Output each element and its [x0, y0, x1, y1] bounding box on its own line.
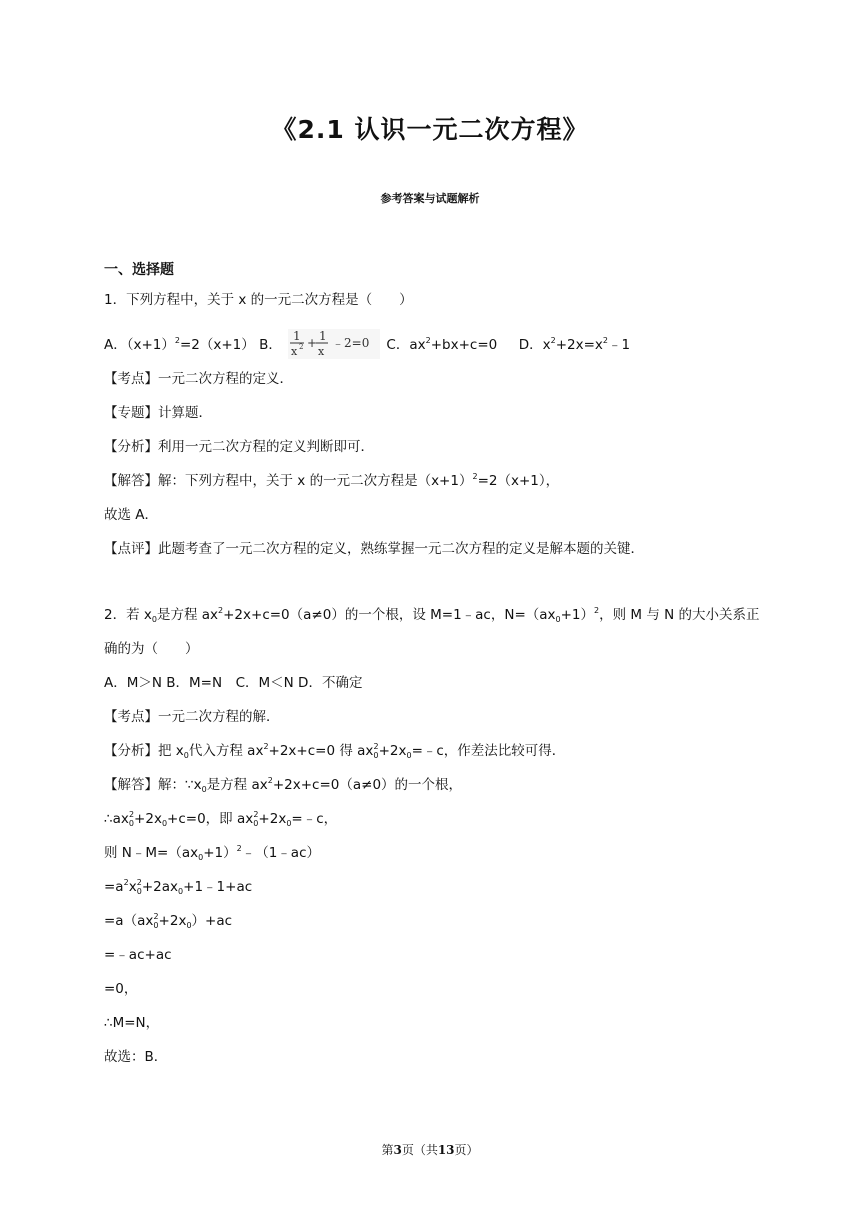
q1-dianping: 【点评】此题考查了一元二次方程的定义，熟练掌握一元二次方程的定义是解本题的关键．	[104, 541, 644, 557]
q2-step2: 则 $N﹣M=(ax_0+1)^2﹣(1﹣ac)$	[104, 844, 321, 862]
q1-kaodian: 【考点】一元二次方程的定义．	[104, 371, 293, 387]
q1-stem: 1．下列方程中，关于 x 的一元二次方程是（ ）	[104, 292, 413, 308]
q1-fenxi: 【分析】利用一元二次方程的定义判断即可．	[104, 439, 374, 455]
q2-stem-line2: 确的为（ ）	[104, 641, 199, 657]
page-title: 《2.1 认识一元二次方程》	[271, 115, 589, 144]
q2-kaodian: 【考点】一元二次方程的解．	[104, 709, 280, 725]
q1-jieda: 【解答】解：下列方程中，关于 x 的一元二次方程是$(x+1)^2=2(x+1)$，	[104, 472, 560, 489]
q2-fenxi: 【分析】把 $x_0$代入方程 $ax^2+2x+c=0$ 得 $ax_0^2+2x_0=﹣c$，作差法比较可得．	[104, 742, 566, 760]
frac1-denominator: x	[291, 345, 298, 358]
page-subtitle: 参考答案与试题解析	[380, 192, 480, 205]
q2-step3: $=a^2x_0^2+2ax_0+1﹣1+ac$	[104, 878, 253, 896]
q2-stem: 2．若 $x_0$是方程 $ax^2+2x+c=0(a\ne 0)$的一个根，设 M=1﹣ac，$N=(ax_0+1)^2$，则 M 与 N 的大小关系正	[104, 606, 760, 624]
frac2-denominator: x	[318, 345, 325, 358]
equation-tail: ﹣2=0	[332, 336, 370, 350]
total-page-count: 13	[437, 1143, 455, 1157]
frac1-exponent: 2	[299, 343, 304, 351]
current-page-number: 3	[393, 1143, 402, 1157]
q2-step5: =﹣ac+ac	[104, 947, 172, 963]
frac1-numerator: 1	[293, 329, 301, 343]
q2-step4: $=a(ax_0^2+2x_0)+ac$	[104, 912, 233, 930]
q2-jieda: 【解答】解：$\because x_0$是方程 $ax^2+2x+c=0(a\ne 0)$的一个根，	[104, 776, 463, 794]
section-heading: 一、选择题	[104, 262, 174, 278]
q2-answer: 故选：B．	[104, 1049, 168, 1065]
q2-options: A．M＞N B．M=N C．M＜N D．不确定	[104, 675, 363, 691]
plus-sign: +	[307, 336, 318, 350]
page-footer: 第3页（共13页）	[381, 1143, 479, 1157]
q2-step7: ∴M=N，	[104, 1015, 160, 1031]
q1-answer: 故选 A．	[104, 507, 159, 523]
q2-step6: =0，	[104, 981, 138, 997]
fraction-equation-image	[288, 329, 380, 359]
q1-zhuanti: 【专题】计算题．	[104, 405, 212, 421]
frac2-numerator: 1	[319, 329, 327, 343]
q1-options: A．$(x+1)^2=2(x+1)$ B． 1 x 2 + 1 x ﹣2=0 C．$ax^2+bx+c=0$ D．$x^2+2x=x^2﹣1$	[104, 329, 631, 358]
q2-step1: $\therefore ax_0^2+2x_0+c=0$，即 $ax_0^2+2x_0=﹣c$，	[104, 810, 338, 828]
